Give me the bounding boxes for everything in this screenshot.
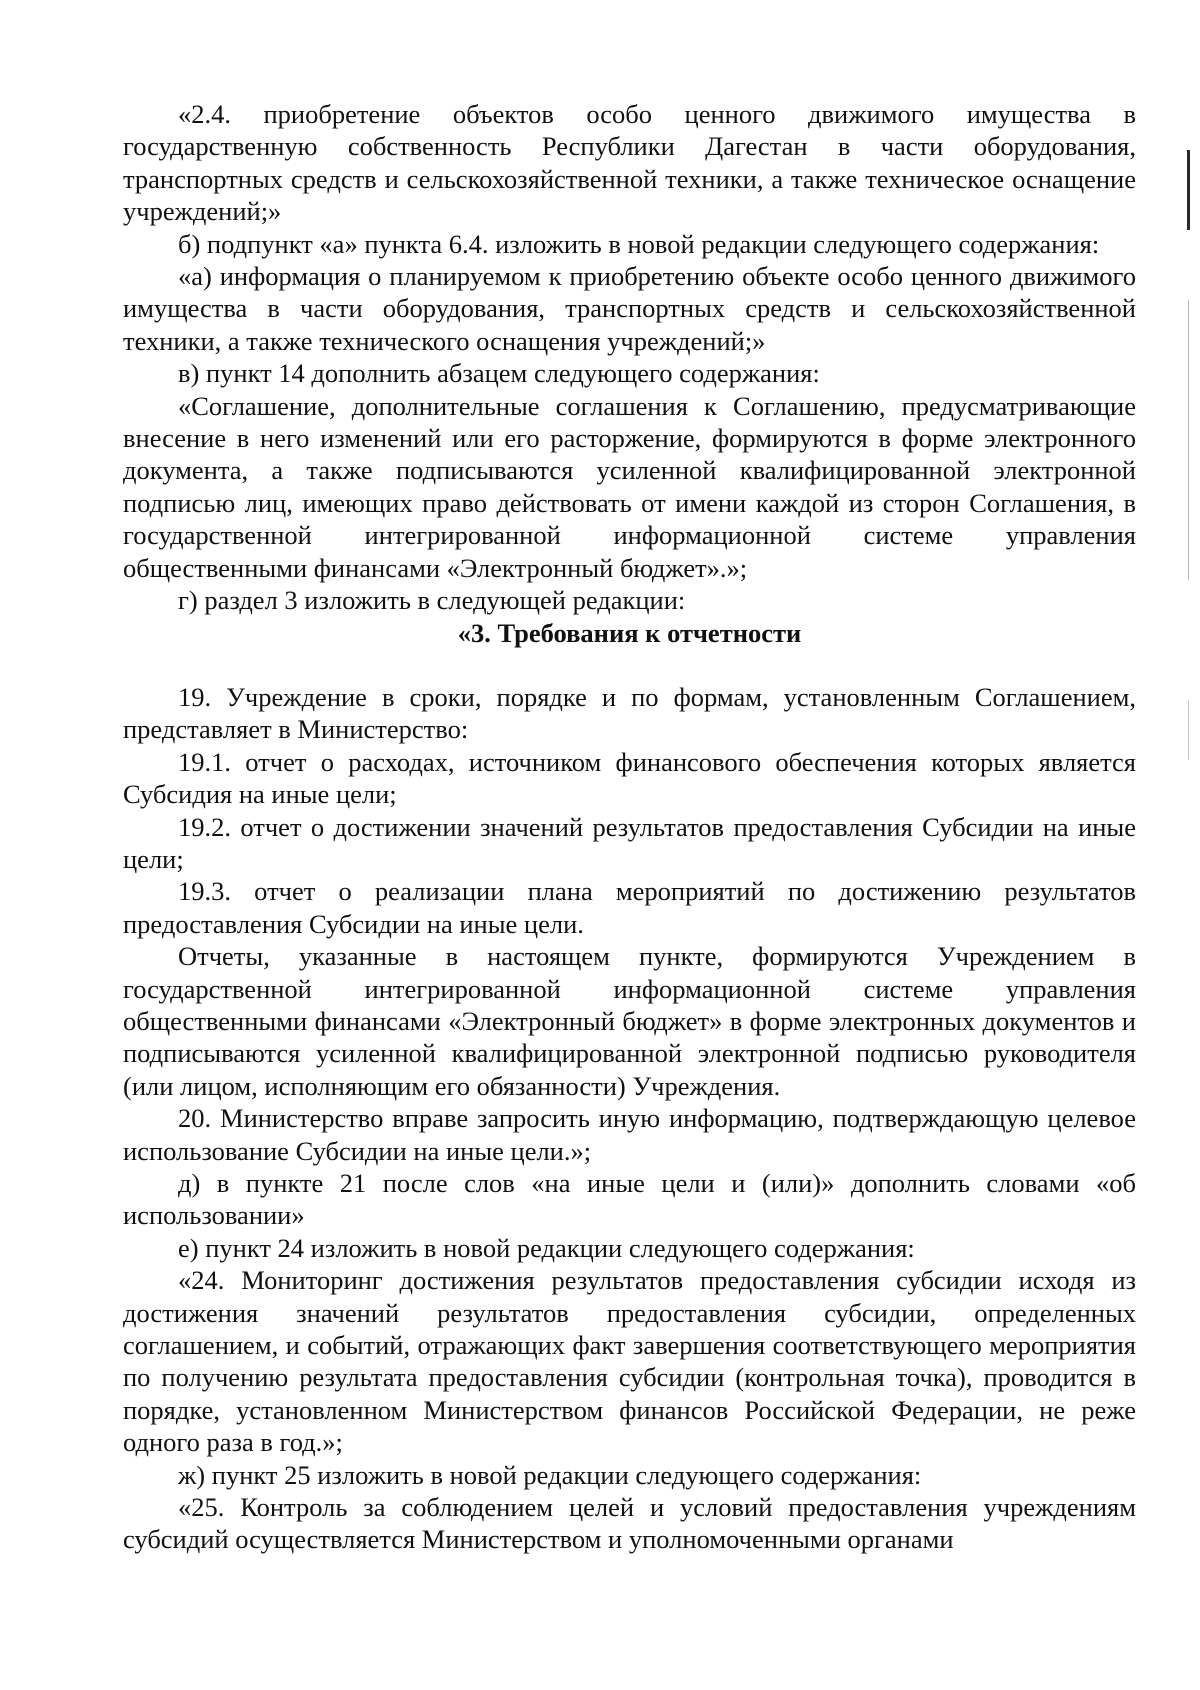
scan-edge-mark xyxy=(1188,300,1189,580)
paragraph-a-quote: «а) информация о планируемом к приобретению объекте особо ценного движимого имущества в части оборудования, транспортных средств и сельскохозяйственной техники, а также технического оснащения учреждений;» xyxy=(123,261,1136,356)
scan-edge-mark xyxy=(1188,700,1189,760)
paragraph-25: «25. Контроль за соблюдением целей и условий предоставления учреждениям субсидий осуществляется Министерством и уполномоченными органами xyxy=(123,1492,1136,1555)
paragraph-19-1: 19.1. отчет о расходах, источником финансового обеспечения которых является Субсидия на иные цели; xyxy=(123,746,1136,810)
document-body xyxy=(123,98,1136,1556)
paragraph-24: «24. Мониторинг достижения результатов предоставления субсидии исходя из достижения значений результатов предоставления субсидии, определенных соглашением, и событий, отражающих факт завершения соответствующего мероприятия по получению результата предоставления субсидии (контрольная точка), проводится в порядке, установленном Министерством финансов Российской Федерации, не реже одного раза в год.»; xyxy=(123,1265,1136,1458)
paragraph-zh: ж) пункт 25 изложить в новой редакции следующего содержания: xyxy=(178,1459,922,1490)
paragraph-reports: Отчеты, указанные в настоящем пункте, формируются Учреждением в государственной интегрированной информационной системе управления общественными финансами «Электронный бюджет» в форме электронных документов и подписываются усиленной квалифицированной электронной подписью руководителя (или лицом, исполняющим его обязанности) Учреждения. xyxy=(123,941,1136,1101)
paragraph-19: 19. Учреждение в сроки, порядке и по формам, установленным Соглашением, представляет в Министерство: xyxy=(123,681,1136,745)
paragraph-v: в) пункт 14 дополнить абзацем следующего содержания: xyxy=(178,358,820,389)
paragraph-e: е) пункт 24 изложить в новой редакции следующего содержания: xyxy=(178,1232,915,1263)
paragraph-g: г) раздел 3 изложить в следующей редакции: xyxy=(178,585,686,616)
paragraph-2-4: «2.4. приобретение объектов особо ценного движимого имущества в государственную собственность Республики Дагестан в части оборудования, транспортных средств и сельскохозяйственной техники, а также техническое оснащение учреждений;» xyxy=(123,99,1136,227)
paragraph-19-2: 19.2. отчет о достижении значений результатов предоставления Субсидии на иные цели; xyxy=(123,811,1136,874)
paragraph-d: д) в пункте 21 после слов «на иные цели и (или)» дополнить словами «об использовании» xyxy=(123,1168,1136,1231)
paragraph-agreement: «Соглашение, дополнительные соглашения к Соглашению, предусматривающие внесение в него изменений или его расторжение, формируются в форме электронного документа, а также подписываются усиленной квалифицированной электронной подписью лиц, имеющих право действовать от имени каждой из сторон Соглашения, в государственной интегрированной информационной системе управления общественными финансами «Электронный бюджет».»; xyxy=(123,390,1136,583)
scan-edge-mark xyxy=(1187,150,1190,230)
paragraph-20: 20. Министерство вправе запросить иную информацию, подтверждающую целевое использование Субсидии на иные цели.»; xyxy=(123,1103,1136,1166)
paragraph-b: б) подпункт «а» пункта 6.4. изложить в новой редакции следующего содержания: xyxy=(178,228,1100,259)
section-heading: «3. Требования к отчетности xyxy=(457,617,802,648)
paragraph-19-3: 19.3. отчет о реализации плана мероприятий по достижению результатов предоставления Субсидии на иные цели. xyxy=(123,876,1136,939)
